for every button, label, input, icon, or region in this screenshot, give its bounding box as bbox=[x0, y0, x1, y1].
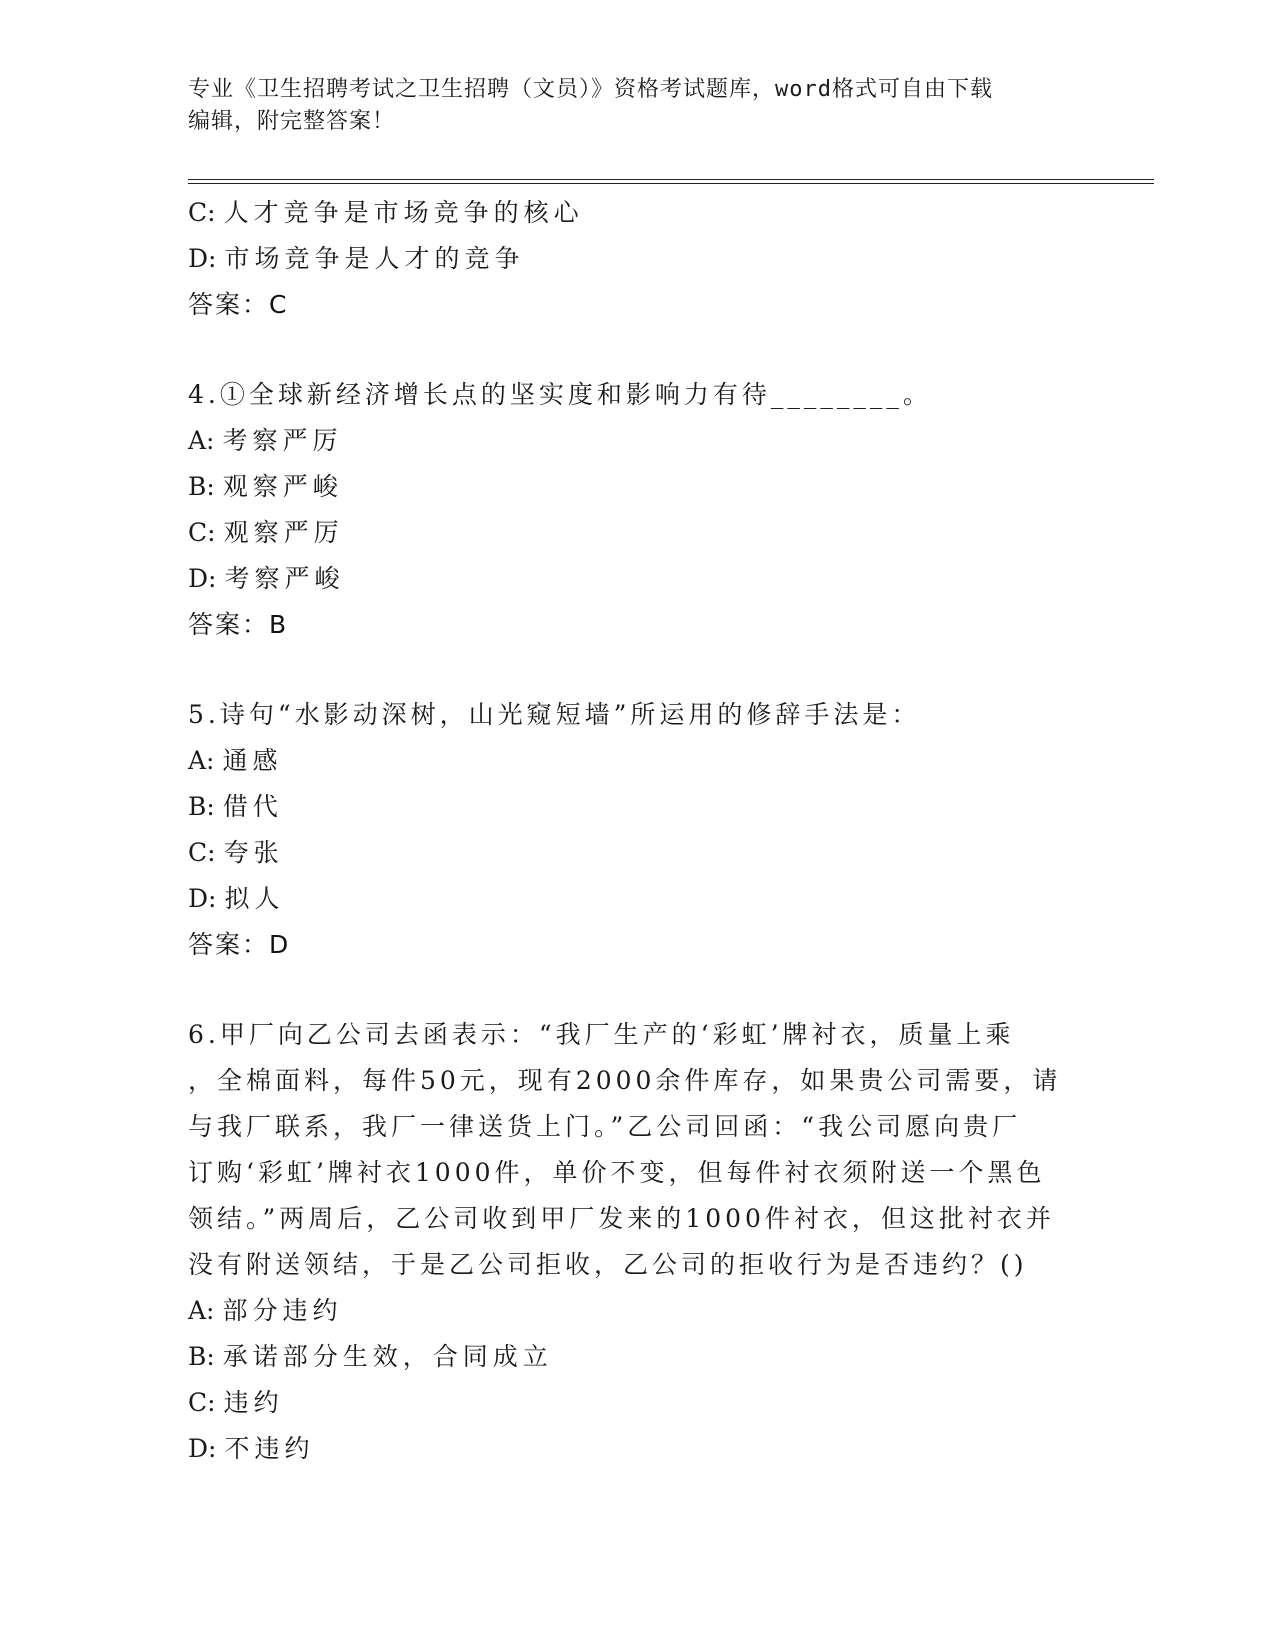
option-text: 通感 bbox=[222, 746, 283, 775]
option-d bbox=[188, 1426, 1088, 1472]
option-text: 不违约 bbox=[224, 1434, 315, 1463]
option-d bbox=[188, 876, 1088, 922]
question-3 bbox=[188, 190, 1088, 328]
option-text: 夸张 bbox=[223, 838, 284, 867]
option-c bbox=[188, 1380, 1088, 1426]
option-key: D: bbox=[188, 564, 217, 593]
question-stem-line: ，全棉面料，每件50元，现有2000余件库存，如果贵公司需要，请 bbox=[188, 1066, 1062, 1095]
option-key: A: bbox=[188, 746, 215, 775]
option-d bbox=[188, 556, 1088, 602]
option-c bbox=[188, 830, 1088, 876]
question-stem-line: 没有附送领结，于是乙公司拒收，乙公司的拒收行为是否违约？() bbox=[188, 1250, 1028, 1279]
answer-line: 答案：D bbox=[188, 930, 291, 959]
option-text: 市场竞争是人才的竞争 bbox=[224, 244, 525, 273]
option-text: 考察严峻 bbox=[224, 564, 345, 593]
question-4 bbox=[188, 372, 1088, 648]
option-a bbox=[188, 418, 1088, 464]
question-stem-line: 领结。”两周后，乙公司收到甲厂发来的1000件衬衣，但这批衬衣并 bbox=[188, 1204, 1055, 1233]
option-b bbox=[188, 464, 1088, 510]
option-key: D: bbox=[188, 1434, 217, 1463]
question-stem-line: 6.甲厂向乙公司去函表示：“我厂生产的‘彩虹’牌衬衣，质量上乘 bbox=[188, 1020, 1015, 1049]
answer-line: 答案：C bbox=[188, 290, 289, 319]
question-stem-line: 订购‘彩虹’牌衬衣1000件，单价不变，但每件衬衣须附送一个黑色 bbox=[188, 1158, 1046, 1187]
option-text: 观察严厉 bbox=[223, 518, 344, 547]
option-b bbox=[188, 1334, 1088, 1380]
option-text: 部分违约 bbox=[222, 1296, 343, 1325]
option-a bbox=[188, 738, 1088, 784]
question-content bbox=[188, 190, 1088, 1472]
option-key: C: bbox=[188, 198, 216, 227]
header-divider bbox=[188, 179, 1154, 184]
option-key: B: bbox=[188, 472, 215, 501]
option-text: 拟人 bbox=[224, 884, 285, 913]
option-key: B: bbox=[188, 792, 215, 821]
header-line-2: 编辑，附完整答案！ bbox=[188, 109, 396, 134]
option-key: C: bbox=[188, 518, 216, 547]
question-6 bbox=[188, 1012, 1088, 1472]
answer-line: 答案：B bbox=[188, 610, 289, 639]
spacer bbox=[188, 328, 1088, 372]
spacer bbox=[188, 648, 1088, 692]
option-key: C: bbox=[188, 838, 216, 867]
question-stem: 4.①全球新经济增长点的坚实度和影响力有待________。 bbox=[188, 380, 932, 409]
header-line-1: 专业《卫生招聘考试之卫生招聘（文员）》资格考试题库，word格式可自由下载 bbox=[188, 77, 993, 102]
option-a bbox=[188, 1288, 1088, 1334]
option-text: 人才竞争是市场竞争的核心 bbox=[223, 198, 584, 227]
option-text: 考察严厉 bbox=[222, 426, 343, 455]
option-c bbox=[188, 510, 1088, 556]
page-header bbox=[188, 74, 1088, 138]
question-stem: 5.诗句“水影动深树，山光窥短墙”所运用的修辞手法是： bbox=[188, 700, 921, 729]
option-key: D: bbox=[188, 244, 217, 273]
option-text: 借代 bbox=[222, 792, 283, 821]
option-text: 违约 bbox=[223, 1388, 284, 1417]
option-key: D: bbox=[188, 884, 217, 913]
option-d bbox=[188, 236, 1088, 282]
question-5 bbox=[188, 692, 1088, 968]
option-b bbox=[188, 784, 1088, 830]
option-text: 承诺部分生效，合同成立 bbox=[222, 1342, 553, 1371]
option-key: A: bbox=[188, 426, 215, 455]
option-key: B: bbox=[188, 1342, 215, 1371]
option-text: 观察严峻 bbox=[222, 472, 343, 501]
question-stem-line: 与我厂联系，我厂一律送货上门。”乙公司回函：“我公司愿向贵厂 bbox=[188, 1112, 1022, 1141]
option-key: A: bbox=[188, 1296, 215, 1325]
spacer bbox=[188, 968, 1088, 1012]
option-key: C: bbox=[188, 1388, 216, 1417]
option-c bbox=[188, 190, 1088, 236]
